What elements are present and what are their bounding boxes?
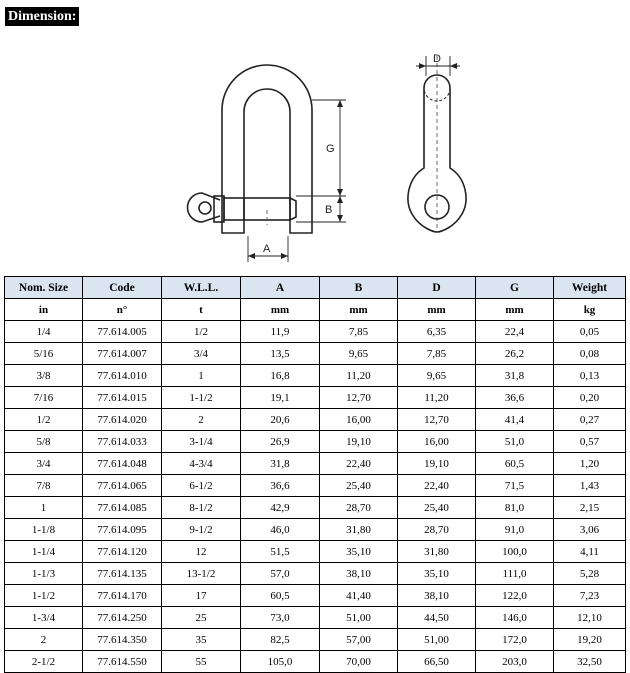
table-cell: 1/2 [5,409,83,431]
table-cell: 1-1/3 [5,563,83,585]
table-cell: 77.614.065 [83,475,162,497]
table-cell: 35 [162,629,241,651]
unit-cell: mm [398,299,476,321]
header-code: Code [83,277,162,299]
table-cell: 19,10 [320,431,398,453]
table-row [5,585,626,607]
table-row [5,651,626,673]
table-row [5,475,626,497]
table-cell: 17 [162,585,241,607]
label-d: D [433,53,441,65]
table-cell: 26,9 [241,431,320,453]
table-cell: 25,40 [320,475,398,497]
shackle-dimension-drawing [0,0,630,276]
table-cell: 31,80 [398,541,476,563]
table-cell: 12,70 [320,387,398,409]
table-cell: 32,50 [554,651,626,673]
table-cell: 111,0 [476,563,554,585]
table-row [5,409,626,431]
table-cell: 44,50 [398,607,476,629]
units-row [5,299,626,321]
table-cell: 77.614.020 [83,409,162,431]
unit-cell: mm [476,299,554,321]
table-cell: 3/4 [162,343,241,365]
table-cell: 0,57 [554,431,626,453]
table-cell: 77.614.095 [83,519,162,541]
table-cell: 9,65 [320,343,398,365]
table-cell: 1-1/4 [5,541,83,563]
header-a: A [241,277,320,299]
table-cell: 35,10 [320,541,398,563]
table-cell: 28,70 [320,497,398,519]
table-cell: 8-1/2 [162,497,241,519]
table-cell: 7,85 [398,343,476,365]
table-cell: 60,5 [241,585,320,607]
table-cell: 3/4 [5,453,83,475]
table-cell: 172,0 [476,629,554,651]
pin-body [224,198,290,220]
table-cell: 2 [5,629,83,651]
table-cell: 51,00 [320,607,398,629]
table-cell: 12,10 [554,607,626,629]
table-cell: 60,5 [476,453,554,475]
header-row [5,277,626,299]
table-cell: 7,23 [554,585,626,607]
table-row [5,365,626,387]
table-cell: 41,4 [476,409,554,431]
table-cell: 12,70 [398,409,476,431]
table-cell: 7/16 [5,387,83,409]
table-cell: 77.614.085 [83,497,162,519]
table-cell: 77.614.550 [83,651,162,673]
table-cell: 203,0 [476,651,554,673]
table-row [5,629,626,651]
unit-cell: n° [83,299,162,321]
header-d: D [398,277,476,299]
table-cell: 77.614.010 [83,365,162,387]
table-row [5,563,626,585]
header-wll: W.L.L. [162,277,241,299]
table-cell: 16,00 [398,431,476,453]
table-cell: 2,15 [554,497,626,519]
table-cell: 57,00 [320,629,398,651]
table-cell: 20,6 [241,409,320,431]
table-cell: 42,9 [241,497,320,519]
table-cell: 77.614.250 [83,607,162,629]
table-cell: 46,0 [241,519,320,541]
table-cell: 19,10 [398,453,476,475]
table-cell: 91,0 [476,519,554,541]
unit-cell: mm [241,299,320,321]
table-cell: 0,20 [554,387,626,409]
table-cell: 25 [162,607,241,629]
table-row [5,497,626,519]
table-row [5,541,626,563]
table-cell: 57,0 [241,563,320,585]
table-cell: 4-3/4 [162,453,241,475]
unit-cell: in [5,299,83,321]
table-cell: 31,8 [241,453,320,475]
table-cell: 0,05 [554,321,626,343]
table-cell: 4,11 [554,541,626,563]
table-cell: 105,0 [241,651,320,673]
specification-table [4,276,626,673]
header-weight: Weight [554,277,626,299]
table-cell: 5,28 [554,563,626,585]
table-cell: 146,0 [476,607,554,629]
table-cell: 55 [162,651,241,673]
table-cell: 6,35 [398,321,476,343]
table-row [5,343,626,365]
table-cell: 16,00 [320,409,398,431]
table-cell: 3-1/4 [162,431,241,453]
table-cell: 22,4 [476,321,554,343]
pin-eye [188,193,221,222]
table-cell: 6-1/2 [162,475,241,497]
table-cell: 5/16 [5,343,83,365]
table-row [5,321,626,343]
table-cell: 77.614.170 [83,585,162,607]
table-cell: 51,0 [476,431,554,453]
table-cell: 5/8 [5,431,83,453]
table-cell: 36,6 [241,475,320,497]
table-cell: 11,20 [320,365,398,387]
table-cell: 19,1 [241,387,320,409]
table-cell: 25,40 [398,497,476,519]
table-cell: 77.614.048 [83,453,162,475]
label-b: B [325,204,333,216]
table-cell: 41,40 [320,585,398,607]
table-cell: 1/2 [162,321,241,343]
table-cell: 36,6 [476,387,554,409]
table-row [5,431,626,453]
table-cell: 66,50 [398,651,476,673]
table-cell: 1-1/2 [162,387,241,409]
shackle-body-outline [222,65,312,233]
table-cell: 22,40 [320,453,398,475]
table-cell: 0,08 [554,343,626,365]
table-cell: 2 [162,409,241,431]
table-row [5,519,626,541]
label-g: G [326,143,335,155]
table-cell: 1-3/4 [5,607,83,629]
table-cell: 0,27 [554,409,626,431]
table-cell: 1-1/2 [5,585,83,607]
table-cell: 70,00 [320,651,398,673]
table-cell: 1/4 [5,321,83,343]
table-cell: 0,13 [554,365,626,387]
table-cell: 9,65 [398,365,476,387]
label-a: A [263,243,271,255]
table-cell: 3/8 [5,365,83,387]
table-cell: 38,10 [398,585,476,607]
table-cell: 51,5 [241,541,320,563]
table-cell: 2-1/2 [5,651,83,673]
table-cell: 31,8 [476,365,554,387]
table-cell: 1 [5,497,83,519]
table-cell: 81,0 [476,497,554,519]
table-cell: 77.614.005 [83,321,162,343]
table-cell: 12 [162,541,241,563]
header-b: B [320,277,398,299]
table-cell: 11,20 [398,387,476,409]
table-cell: 82,5 [241,629,320,651]
table-cell: 3,06 [554,519,626,541]
dimension-heading: Dimension: [5,7,79,26]
table-cell: 71,5 [476,475,554,497]
header-g: G [476,277,554,299]
table-cell: 77.614.120 [83,541,162,563]
header-nom-size: Nom. Size [5,277,83,299]
table-cell: 28,70 [398,519,476,541]
table-cell: 77.614.350 [83,629,162,651]
table-cell: 35,10 [398,563,476,585]
table-cell: 122,0 [476,585,554,607]
table-cell: 77.614.007 [83,343,162,365]
table-cell: 1 [162,365,241,387]
table-cell: 100,0 [476,541,554,563]
table-cell: 77.614.033 [83,431,162,453]
table-row [5,607,626,629]
table-cell: 77.614.015 [83,387,162,409]
table-cell: 1,43 [554,475,626,497]
table-cell: 7,85 [320,321,398,343]
table-cell: 9-1/2 [162,519,241,541]
table-cell: 1-1/8 [5,519,83,541]
table-cell: 7/8 [5,475,83,497]
table-cell: 1,20 [554,453,626,475]
table-cell: 31,80 [320,519,398,541]
table-cell: 26,2 [476,343,554,365]
table-cell: 13-1/2 [162,563,241,585]
pin-eye-hole [199,202,211,214]
table-cell: 51,00 [398,629,476,651]
table-row [5,387,626,409]
table-cell: 22,40 [398,475,476,497]
table-cell: 77.614.135 [83,563,162,585]
table-cell: 19,20 [554,629,626,651]
table-cell: 38,10 [320,563,398,585]
unit-cell: kg [554,299,626,321]
table-cell: 11,9 [241,321,320,343]
table-row [5,453,626,475]
table-cell: 16,8 [241,365,320,387]
table-cell: 13,5 [241,343,320,365]
table-cell: 73,0 [241,607,320,629]
unit-cell: t [162,299,241,321]
unit-cell: mm [320,299,398,321]
table-body [5,321,626,673]
